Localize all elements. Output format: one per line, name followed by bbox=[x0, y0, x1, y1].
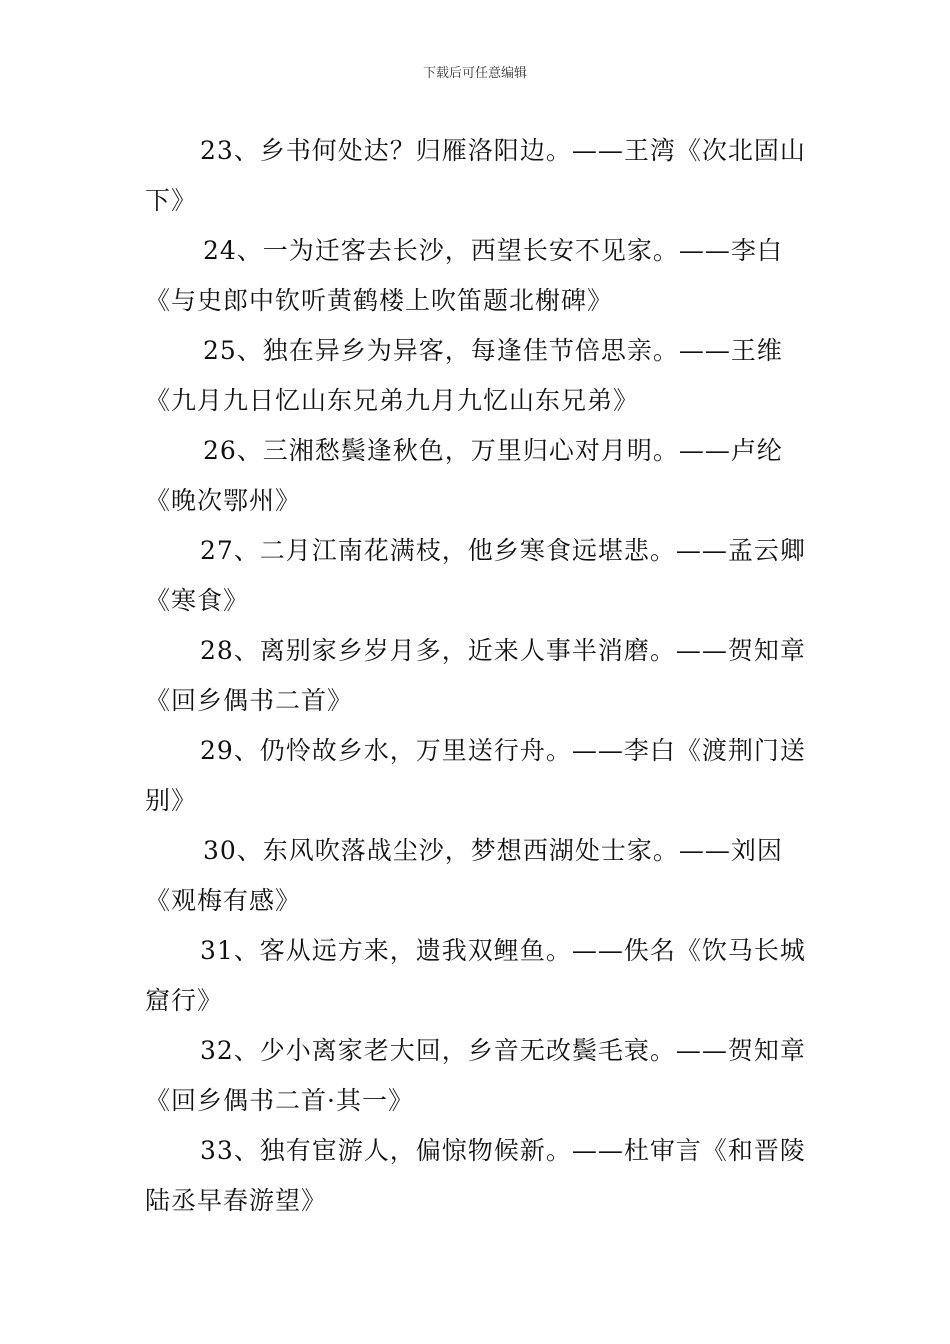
poem-entry-33 bbox=[145, 1126, 807, 1226]
poem-line-2: 下》 bbox=[145, 186, 198, 215]
poem-line-1: 28、离别家乡岁月多，近来人事半消磨。——贺知章 bbox=[200, 636, 806, 665]
poem-entry-25 bbox=[145, 326, 807, 426]
poem-line-2: 《回乡偶书二首·其一》 bbox=[145, 1086, 414, 1115]
poem-line-1: 31、客从远方来，遗我双鲤鱼。——佚名《饮马长城 bbox=[200, 936, 806, 965]
poem-line-2: 陆丞早春游望》 bbox=[145, 1186, 328, 1215]
poem-line-1: 30、东风吹落战尘沙，梦想西湖处士家。——刘因 bbox=[203, 836, 783, 865]
poem-line-1: 27、二月江南花满枝，他乡寒食远堪悲。——孟云卿 bbox=[200, 536, 806, 565]
poem-line-1: 26、三湘愁鬓逢秋色，万里归心对月明。——卢纶 bbox=[203, 436, 783, 465]
poem-entry-30 bbox=[145, 826, 807, 926]
poem-line-2: 《回乡偶书二首》 bbox=[145, 686, 354, 715]
poem-entry-31 bbox=[145, 926, 807, 1026]
poem-line-1: 23、乡书何处达？归雁洛阳边。——王湾《次北固山 bbox=[200, 136, 806, 165]
poem-line-2: 窟行》 bbox=[145, 986, 224, 1015]
poem-line-2: 《寒食》 bbox=[145, 586, 250, 615]
poem-line-1: 24、一为迁客去长沙，西望长安不见家。——李白 bbox=[203, 236, 783, 265]
poem-line-2: 《九月九日忆山东兄弟九月九忆山东兄弟》 bbox=[145, 386, 640, 415]
poem-line-2: 《晚次鄂州》 bbox=[145, 486, 302, 515]
poem-entry-27 bbox=[145, 526, 807, 626]
document-body bbox=[145, 126, 807, 1226]
poem-line-2: 《与史郎中钦听黄鹤楼上吹笛题北榭碑》 bbox=[145, 286, 614, 315]
poem-line-2: 《观梅有感》 bbox=[145, 886, 302, 915]
poem-line-1: 32、少小离家老大回，乡音无改鬓毛衰。——贺知章 bbox=[200, 1036, 806, 1065]
poem-entry-24 bbox=[145, 226, 807, 326]
poem-entry-29 bbox=[145, 726, 807, 826]
poem-line-2: 别》 bbox=[145, 786, 198, 815]
poem-entry-26 bbox=[145, 426, 807, 526]
poem-entry-32 bbox=[145, 1026, 807, 1126]
page-header: 下载后可任意编辑 bbox=[422, 66, 527, 81]
poem-line-1: 29、仍怜故乡水，万里送行舟。——李白《渡荆门送 bbox=[200, 736, 806, 765]
poem-line-1: 33、独有宦游人，偏惊物候新。——杜审言《和晋陵 bbox=[200, 1136, 806, 1165]
poem-line-1: 25、独在异乡为异客，每逢佳节倍思亲。——王维 bbox=[203, 336, 783, 365]
poem-entry-23 bbox=[145, 126, 807, 226]
poem-entry-28 bbox=[145, 626, 807, 726]
